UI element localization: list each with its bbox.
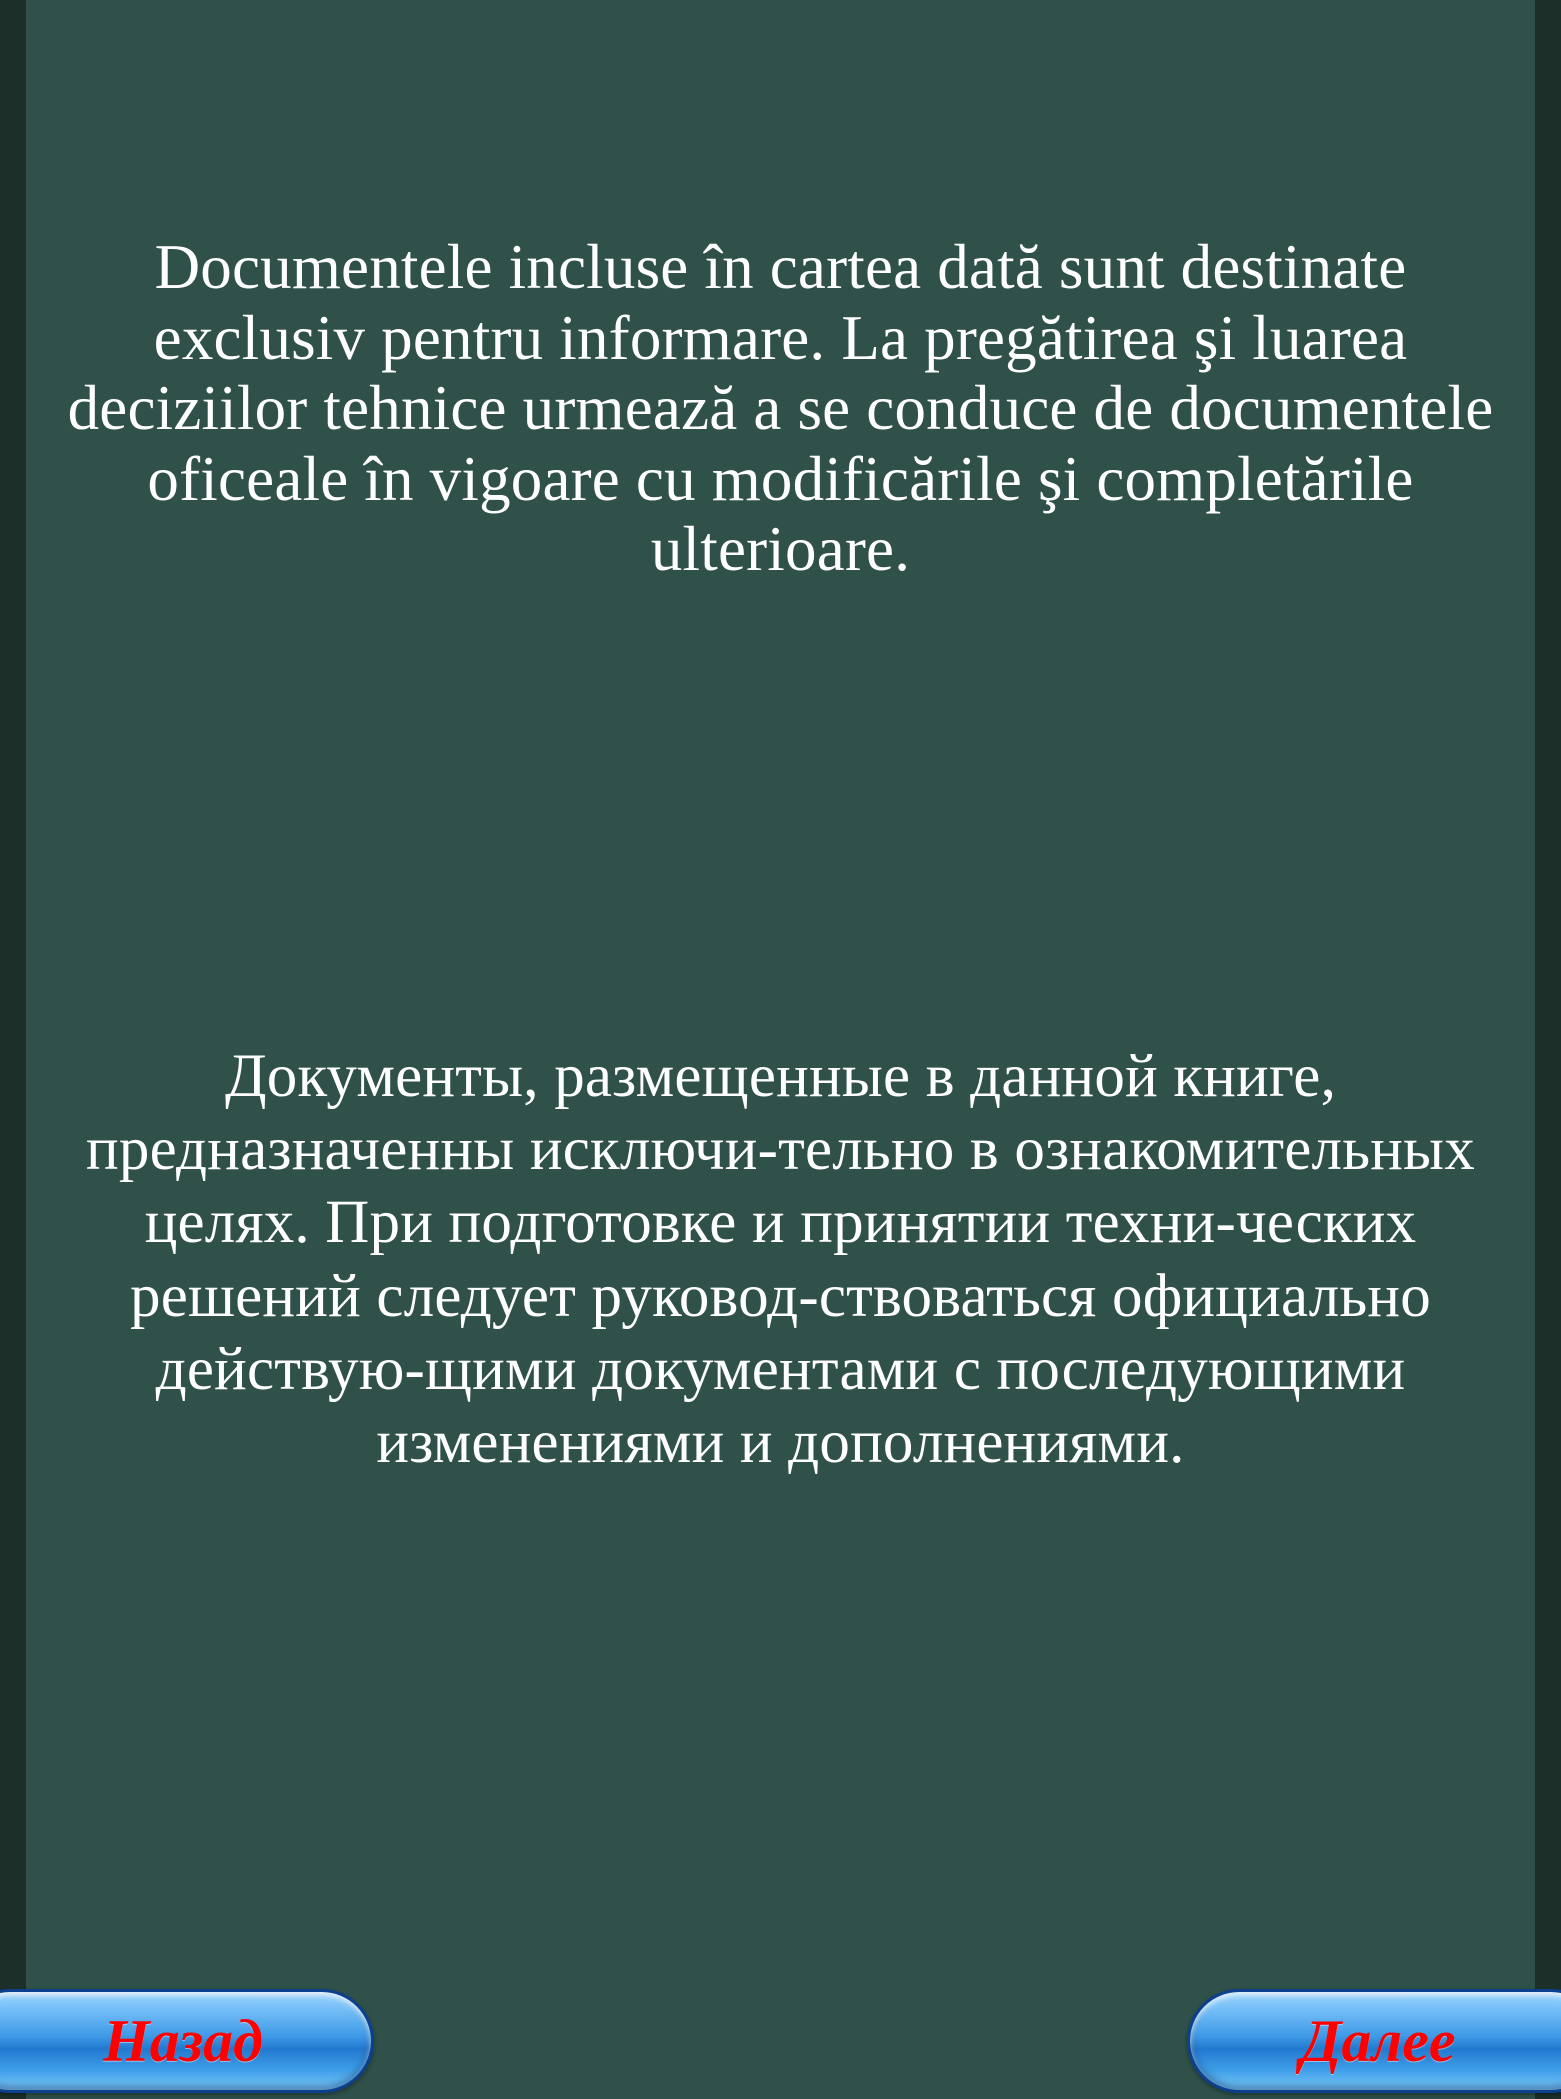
next-button-label: Далее: [1300, 2008, 1456, 2074]
left-edge-band: [0, 0, 26, 2099]
back-button[interactable]: [0, 1989, 374, 2093]
paragraph-russian: Документы, размещенные в данной книге, предназначенны исключи-тельно в ознакомительных целях. При подготовке и принятии техни-ческих решений следует руковод-ствоваться официально действую-щими документами с последующими изменениями и дополнениями.: [86, 1043, 1475, 1476]
next-button[interactable]: [1187, 1989, 1561, 2093]
right-edge-band: [1535, 0, 1561, 2099]
page-content: [26, 0, 1535, 2099]
paragraph-romanian: Documentele incluse în cartea dată sunt destinate exclusiv pentru informare. La pregătirea şi luarea deciziilor tehnice urmează a se conduce de documentele oficeale în vigoare cu modificările şi completările ulterioare.: [67, 232, 1494, 585]
navigation-bar: [0, 1981, 1561, 2099]
back-button-label: Назад: [103, 2008, 263, 2074]
